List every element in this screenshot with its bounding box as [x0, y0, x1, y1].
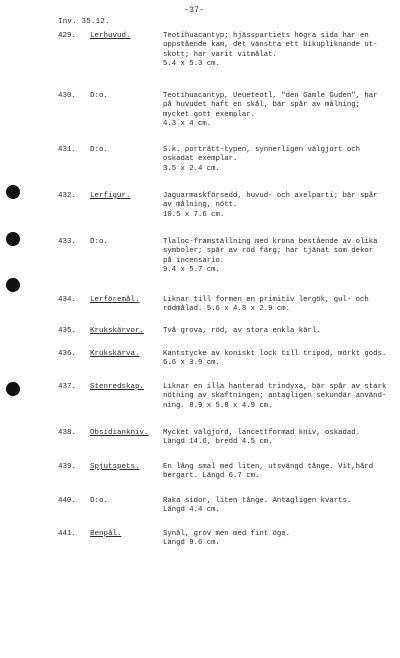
entry-name: Stenredskap. [90, 383, 145, 391]
entry-number: 435. [58, 327, 77, 335]
entry-number: 437. [58, 383, 77, 391]
description-line: Liknar en illa hanterad trindyxa, bär spår av stark [163, 383, 387, 391]
description-line: Liknar till formen en primitiv lergök, gul- och [163, 296, 369, 304]
entry-number: 439. [58, 463, 77, 471]
description-line: mycket gott exemplar. [163, 110, 255, 119]
entry-name: Krukskärvor. [90, 327, 145, 335]
entry-name: Krukskärva. [90, 350, 140, 358]
entry-description [163, 463, 393, 482]
entry-name: D:o. [90, 146, 109, 154]
entry-description [163, 238, 393, 275]
description-line: En lång smal med liten, utsvängd tånge. Vit,hård [163, 463, 374, 471]
punch-hole [6, 232, 20, 246]
description-line: på incensario. [163, 256, 225, 265]
description-line: skott; har varit vitmålat. [163, 50, 277, 59]
entry-dimensions: 10.5 x 7.6 cm. [163, 210, 225, 219]
description-line: Kantstycke av koniskt lock till tripod, mörkt gods. [163, 350, 387, 358]
description-line: Två grova, röd, av stora enkla kärl. [163, 327, 321, 335]
entry-number: 429. [58, 32, 77, 40]
entry-name: Obsidiankniv. [90, 429, 149, 437]
description-line: symboler; spår av röd färg; har tjänat som dekor [163, 247, 374, 256]
description-line: på huvudet haft en skål, bär spår av målning; [163, 101, 361, 110]
page-number: -37- [184, 6, 205, 15]
description-line: bergart. Längd 6.7 cm. [163, 472, 260, 481]
entry-description [163, 327, 393, 336]
description-line: Teotihuacantyp; hjässpartiets högra sida har en [163, 32, 369, 40]
entry-number: 434. [58, 296, 77, 304]
description-line: av målning, nött. [163, 201, 238, 210]
entry-dimensions: 3.5 x 2.4 cm. [163, 164, 220, 173]
entry-name: D:o. [90, 92, 109, 100]
description-line: ning. 8.9 x 5.8 x 4.9 cm. [163, 401, 273, 410]
entry-description [163, 32, 393, 69]
description-line: nötning av skaftningen; antagligen sekundär använd- [163, 392, 387, 401]
description-line: Längd 14.6, bredd 4.5 cm. [163, 438, 273, 447]
entry-description [163, 146, 393, 174]
inventory-label: Inv. 35.12. [58, 18, 110, 26]
description-line: Synål, grov men med fint öga. [163, 530, 290, 538]
entry-name: Lerhuvud. [90, 32, 131, 40]
description-line: Jaguarmaskförsedd, huvud- och axelparti; bär spår [163, 192, 378, 200]
entry-name: Benpål. [90, 530, 122, 538]
entry-number: 440. [58, 497, 77, 505]
description-line: 6.6 x 3.9 cm. [163, 359, 220, 368]
entry-description [163, 429, 393, 448]
punch-hole [6, 185, 20, 199]
entry-name: D:o. [90, 497, 109, 505]
entry-number: 433. [58, 238, 77, 246]
entry-description [163, 350, 393, 369]
punch-hole [6, 278, 20, 292]
entry-number: 432. [58, 192, 77, 200]
entry-description [163, 383, 393, 411]
entry-number: 431. [58, 146, 77, 154]
description-line: Längd 9.6 cm. [163, 539, 220, 548]
description-line: Tlaloc-framställning med krona bestående av olika [163, 238, 378, 246]
entry-name: D:o. [90, 238, 109, 246]
description-line: Längd 4.4 cm. [163, 506, 220, 515]
entry-number: 441. [58, 530, 77, 538]
entry-name: Spjutspets. [90, 463, 140, 471]
description-line: Raka sidor, liten tånge. Antagligen kvarts. [163, 497, 352, 505]
description-line: Teotihuacantyp, Ueueteotl, "den Gamle Guden", har [163, 92, 378, 100]
entry-dimensions: 9.4 x 5.7 cm. [163, 265, 220, 274]
entry-name: Lerfigur. [90, 192, 131, 200]
entry-name: Lerföremål. [90, 296, 140, 304]
entry-number: 430. [58, 92, 77, 100]
punch-hole [6, 382, 20, 396]
entry-description [163, 296, 393, 315]
description-line: S.k. porträtt-typen, synnerligen välgjort och [163, 146, 361, 154]
description-line: Mycket välgjord, lancettformad kniv, oskadad. [163, 429, 361, 437]
entry-number: 438. [58, 429, 77, 437]
description-line: uppstående kam, det vänstra ett bikupliknande ut- [163, 41, 378, 50]
entry-dimensions: 4.3 x 4 cm. [163, 119, 212, 128]
entry-description [163, 192, 393, 220]
entry-description [163, 497, 393, 516]
entry-number: 436. [58, 350, 77, 358]
description-line: oskadat exemplar. [163, 155, 238, 164]
entry-description [163, 92, 393, 129]
description-line: rödmålad. 5.6 x 4.8 x 2.9 cm. [163, 305, 290, 314]
entry-description [163, 530, 393, 549]
entry-dimensions: 5.4 x 5.3 cm. [163, 59, 220, 68]
